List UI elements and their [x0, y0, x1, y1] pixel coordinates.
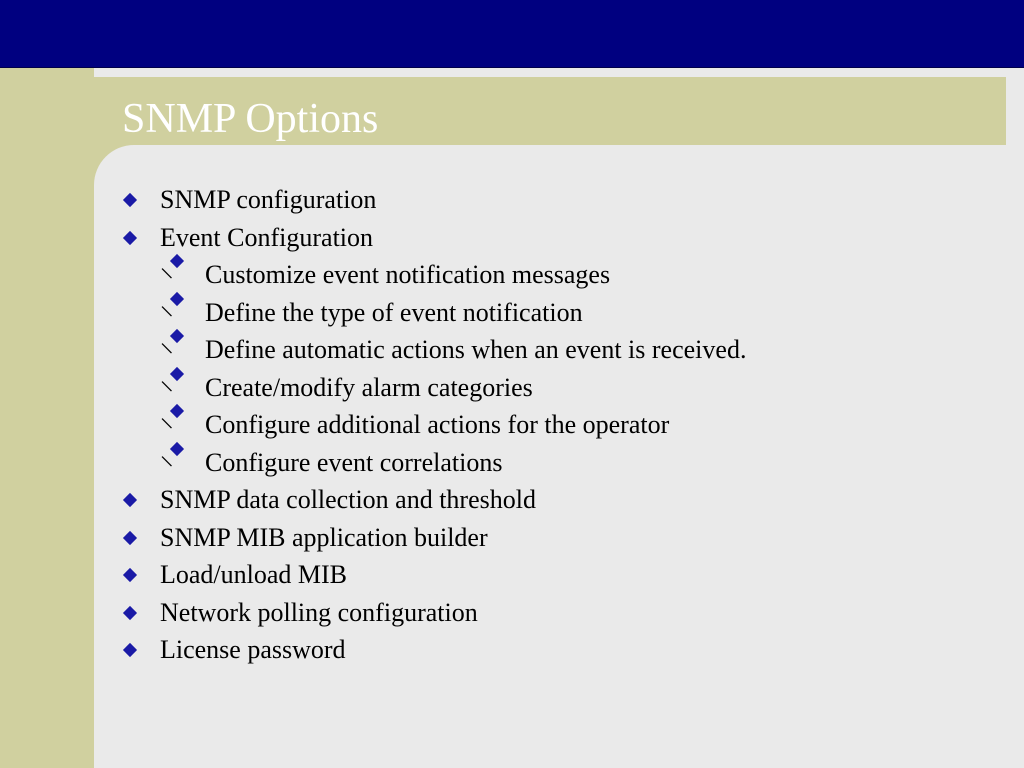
diamond-bullet-icon [123, 643, 137, 657]
diamond-bullet-icon [123, 531, 137, 545]
sub-list-item-text: Create/modify alarm categories [205, 373, 533, 402]
slide-title: SNMP Options [122, 96, 379, 142]
diamond-bullet-icon [123, 231, 137, 245]
list-item-text: Load/unload MIB [160, 560, 348, 589]
list-item-text: Event Configuration [160, 223, 374, 252]
sub-list-item-text: Configure additional actions for the operator [205, 410, 670, 439]
list-item-text: Network polling configuration [160, 598, 478, 627]
list-item-text: SNMP configuration [160, 185, 377, 214]
dash-bullet-icon: – [170, 292, 184, 306]
list-item-text: SNMP MIB application builder [160, 523, 488, 552]
list-item-text: License password [160, 635, 346, 664]
sub-list-item-text: Customize event notification messages [205, 260, 611, 289]
diamond-bullet-icon [123, 193, 137, 207]
dash-bullet-icon: – [170, 404, 184, 418]
diamond-bullet-icon [123, 606, 137, 620]
diamond-bullet-icon [123, 568, 137, 582]
list-item-text: SNMP data collection and threshold [160, 485, 536, 514]
dash-bullet-icon: – [170, 329, 184, 343]
diamond-bullet-icon [123, 493, 137, 507]
sub-list-item-text: Define the type of event notification [205, 298, 583, 327]
dash-bullet-icon: – [170, 367, 184, 381]
dash-bullet-icon: – [170, 442, 184, 456]
sub-list-item-text: Configure event correlations [205, 448, 503, 477]
dash-bullet-icon: – [170, 254, 184, 268]
sub-list-item-text: Define automatic actions when an event is received. [205, 335, 747, 364]
